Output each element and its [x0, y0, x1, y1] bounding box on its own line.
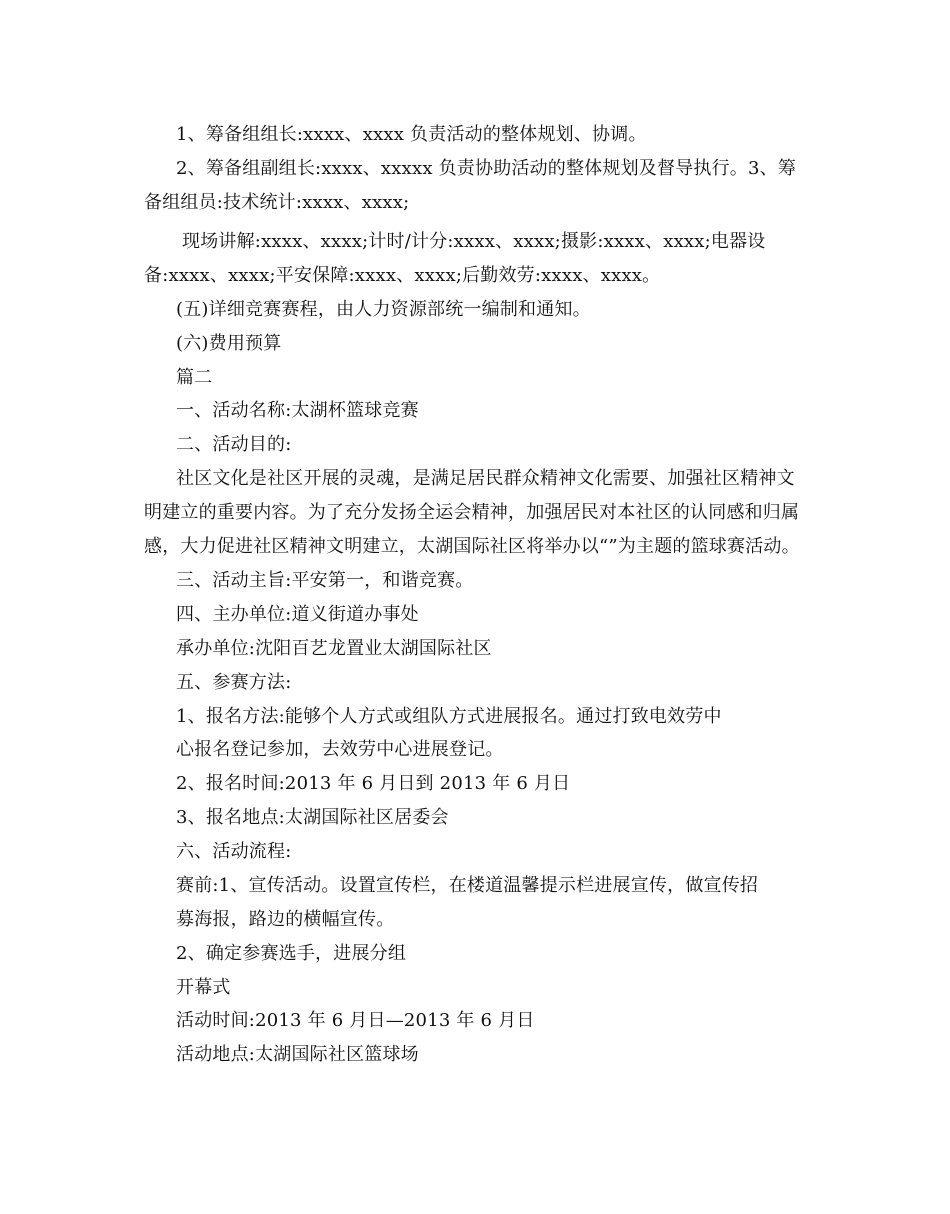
text-line: 六、活动流程:	[176, 841, 292, 862]
text-line: 活动时间:2013 年 6 月日—2013 年 6 月日	[176, 1010, 535, 1031]
text-line: 四、主办单位:道义街道办事处	[176, 604, 419, 625]
text-line: 募海报，路边的横幅宣传。	[176, 909, 395, 930]
text-line: 一、活动名称:太湖杯篮球竞赛	[176, 400, 419, 421]
text-line: 2、筹备组副组长:xxxx、xxxxx 负责协助活动的整体规划及督导执行。3、筹	[176, 158, 797, 179]
text-line: 赛前:1、宣传活动。设置宣传栏，在楼道温馨提示栏进展宣传，做宣传招	[176, 875, 759, 896]
text-line: 1、报名方法:能够个人方式或组队方式进展报名。通过打致电效劳中	[176, 706, 722, 727]
text-line: 2、确定参赛选手，进展分组	[176, 943, 407, 964]
text-line: 五、参赛方法:	[176, 672, 292, 693]
text-line: 备组组员:技术统计:xxxx、xxxx;	[144, 192, 410, 213]
text-line: 现场讲解:xxxx、xxxx;计时/计分:xxxx、xxxx;摄影:xxxx、xxxx;电器设	[182, 231, 766, 252]
text-line: 二、活动目的:	[176, 434, 292, 455]
text-line: (六)费用预算	[176, 333, 282, 354]
text-line: 活动地点:太湖国际社区篮球场	[176, 1044, 419, 1065]
text-line: 开幕式	[176, 977, 231, 998]
text-line: (五)详细竞赛赛程，由人力资源部统一编制和通知。	[176, 299, 591, 320]
text-line: 感，大力促进社区精神文明建立，太湖国际社区将举办以“”为主题的篮球赛活动。	[144, 536, 800, 557]
text-line: 2、报名时间:2013 年 6 月日到 2013 年 6 月日	[176, 773, 571, 794]
text-line: 承办单位:沈阳百艺龙置业太湖国际社区	[176, 638, 492, 659]
text-line: 篇二	[176, 367, 213, 388]
text-line: 1、筹备组组长:xxxx、xxxx 负责活动的整体规划、协调。	[176, 124, 647, 145]
text-line: 三、活动主旨:平安第一，和谐竞赛。	[176, 570, 474, 591]
text-line: 心报名登记参加，去效劳中心进展登记。	[176, 739, 504, 760]
text-line: 明建立的重要内容。为了充分发扬全运会精神，加强居民对本社区的认同感和归属	[144, 502, 800, 523]
text-line: 备:xxxx、xxxx;平安保障:xxxx、xxxx;后勤效劳:xxxx、xxxx。	[144, 265, 661, 286]
text-line: 3、报名地点:太湖国际社区居委会	[176, 807, 449, 828]
text-line: 社区文化是社区开展的灵魂，是满足居民群众精神文化需要、加强社区精神文	[176, 468, 795, 489]
